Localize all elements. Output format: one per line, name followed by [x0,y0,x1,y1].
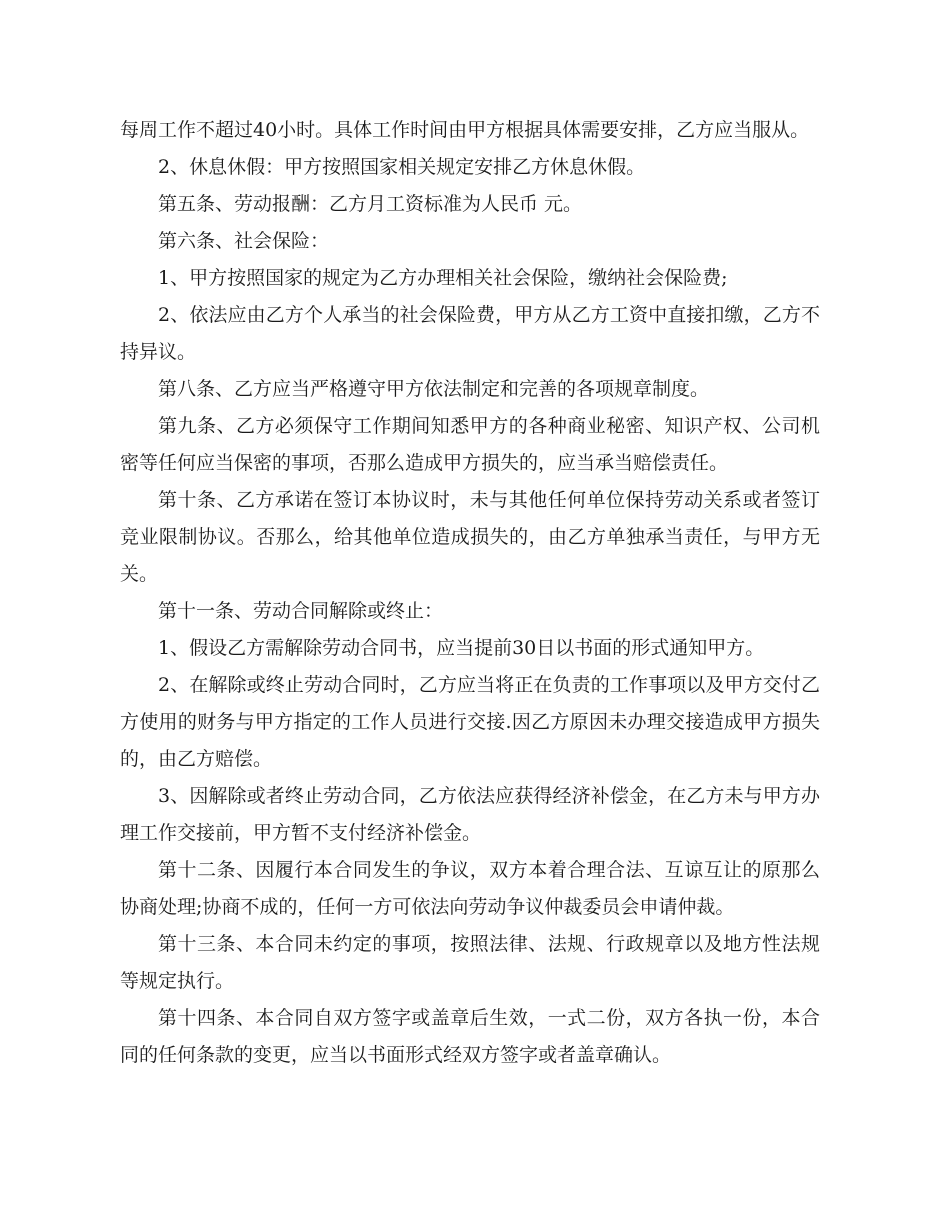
paragraph-working-hours-continued: 每周工作不超过40小时。具体工作时间由甲方根据具体需要安排，乙方应当服从。 [120,119,810,141]
paragraph-article-14: 第十四条、本合同自双方签字或盖章后生效，一式二份，双方各执一份，本合同的任何条款的变更，应当以书面形式经双方签字或者盖章确认。 [120,1007,820,1066]
paragraph-article-13: 第十三条、本合同未约定的事项，按照法律、法规、行政规章以及地方性法规等规定执行。 [120,933,820,992]
paragraph-rest-and-leave: 2、休息休假：甲方按照国家相关规定安排乙方休息休假。 [158,156,646,178]
paragraph-article-9: 第九条、乙方必须保守工作期间知悉甲方的各种商业秘密、知识产权、公司机密等任何应当保密的事项，否那么造成甲方损失的，应当承当赔偿责任。 [120,415,820,474]
paragraph-article-11-item-1: 1、假设乙方需解除劳动合同书，应当提前30日以书面的形式通知甲方。 [158,637,765,659]
paragraph-article-10: 第十条、乙方承诺在签订本协议时，未与其他任何单位保持劳动关系或者签订竞业限制协议。否那么，给其他单位造成损失的，由乙方单独承当责任，与甲方无关。 [120,489,820,585]
paragraph-article-6-social-insurance: 第六条、社会保险： [158,230,330,252]
paragraph-article-11: 第十一条、劳动合同解除或终止： [158,600,444,622]
paragraph-article-11-item-2: 2、在解除或终止劳动合同时，乙方应当将正在负责的工作事项以及甲方交付乙方使用的财务与甲方指定的工作人员进行交接.因乙方原因未办理交接造成甲方损失的，由乙方赔偿。 [120,674,820,770]
paragraph-article-11-item-3: 3、因解除或者终止劳动合同，乙方依法应获得经济补偿金，在乙方未与甲方办理工作交接前，甲方暂不支付经济补偿金。 [120,785,820,844]
paragraph-article-6-item-2: 2、依法应由乙方个人承当的社会保险费，甲方从乙方工资中直接扣缴，乙方不持异议。 [120,304,820,363]
document-body [120,112,820,1074]
paragraph-article-8: 第八条、乙方应当严格遵守甲方依法制定和完善的各项规章制度。 [158,378,710,400]
paragraph-article-5-remuneration: 第五条、劳动报酬：乙方月工资标准为人民币 元。 [158,193,583,215]
paragraph-article-6-item-1: 1、甲方按照国家的规定为乙方办理相关社会保险，缴纳社会保险费; [158,267,728,289]
paragraph-article-12: 第十二条、因履行本合同发生的争议，双方本着合理合法、互谅互让的原那么协商处理;协商不成的，任何一方可依法向劳动争议仲裁委员会申请仲裁。 [120,859,820,918]
